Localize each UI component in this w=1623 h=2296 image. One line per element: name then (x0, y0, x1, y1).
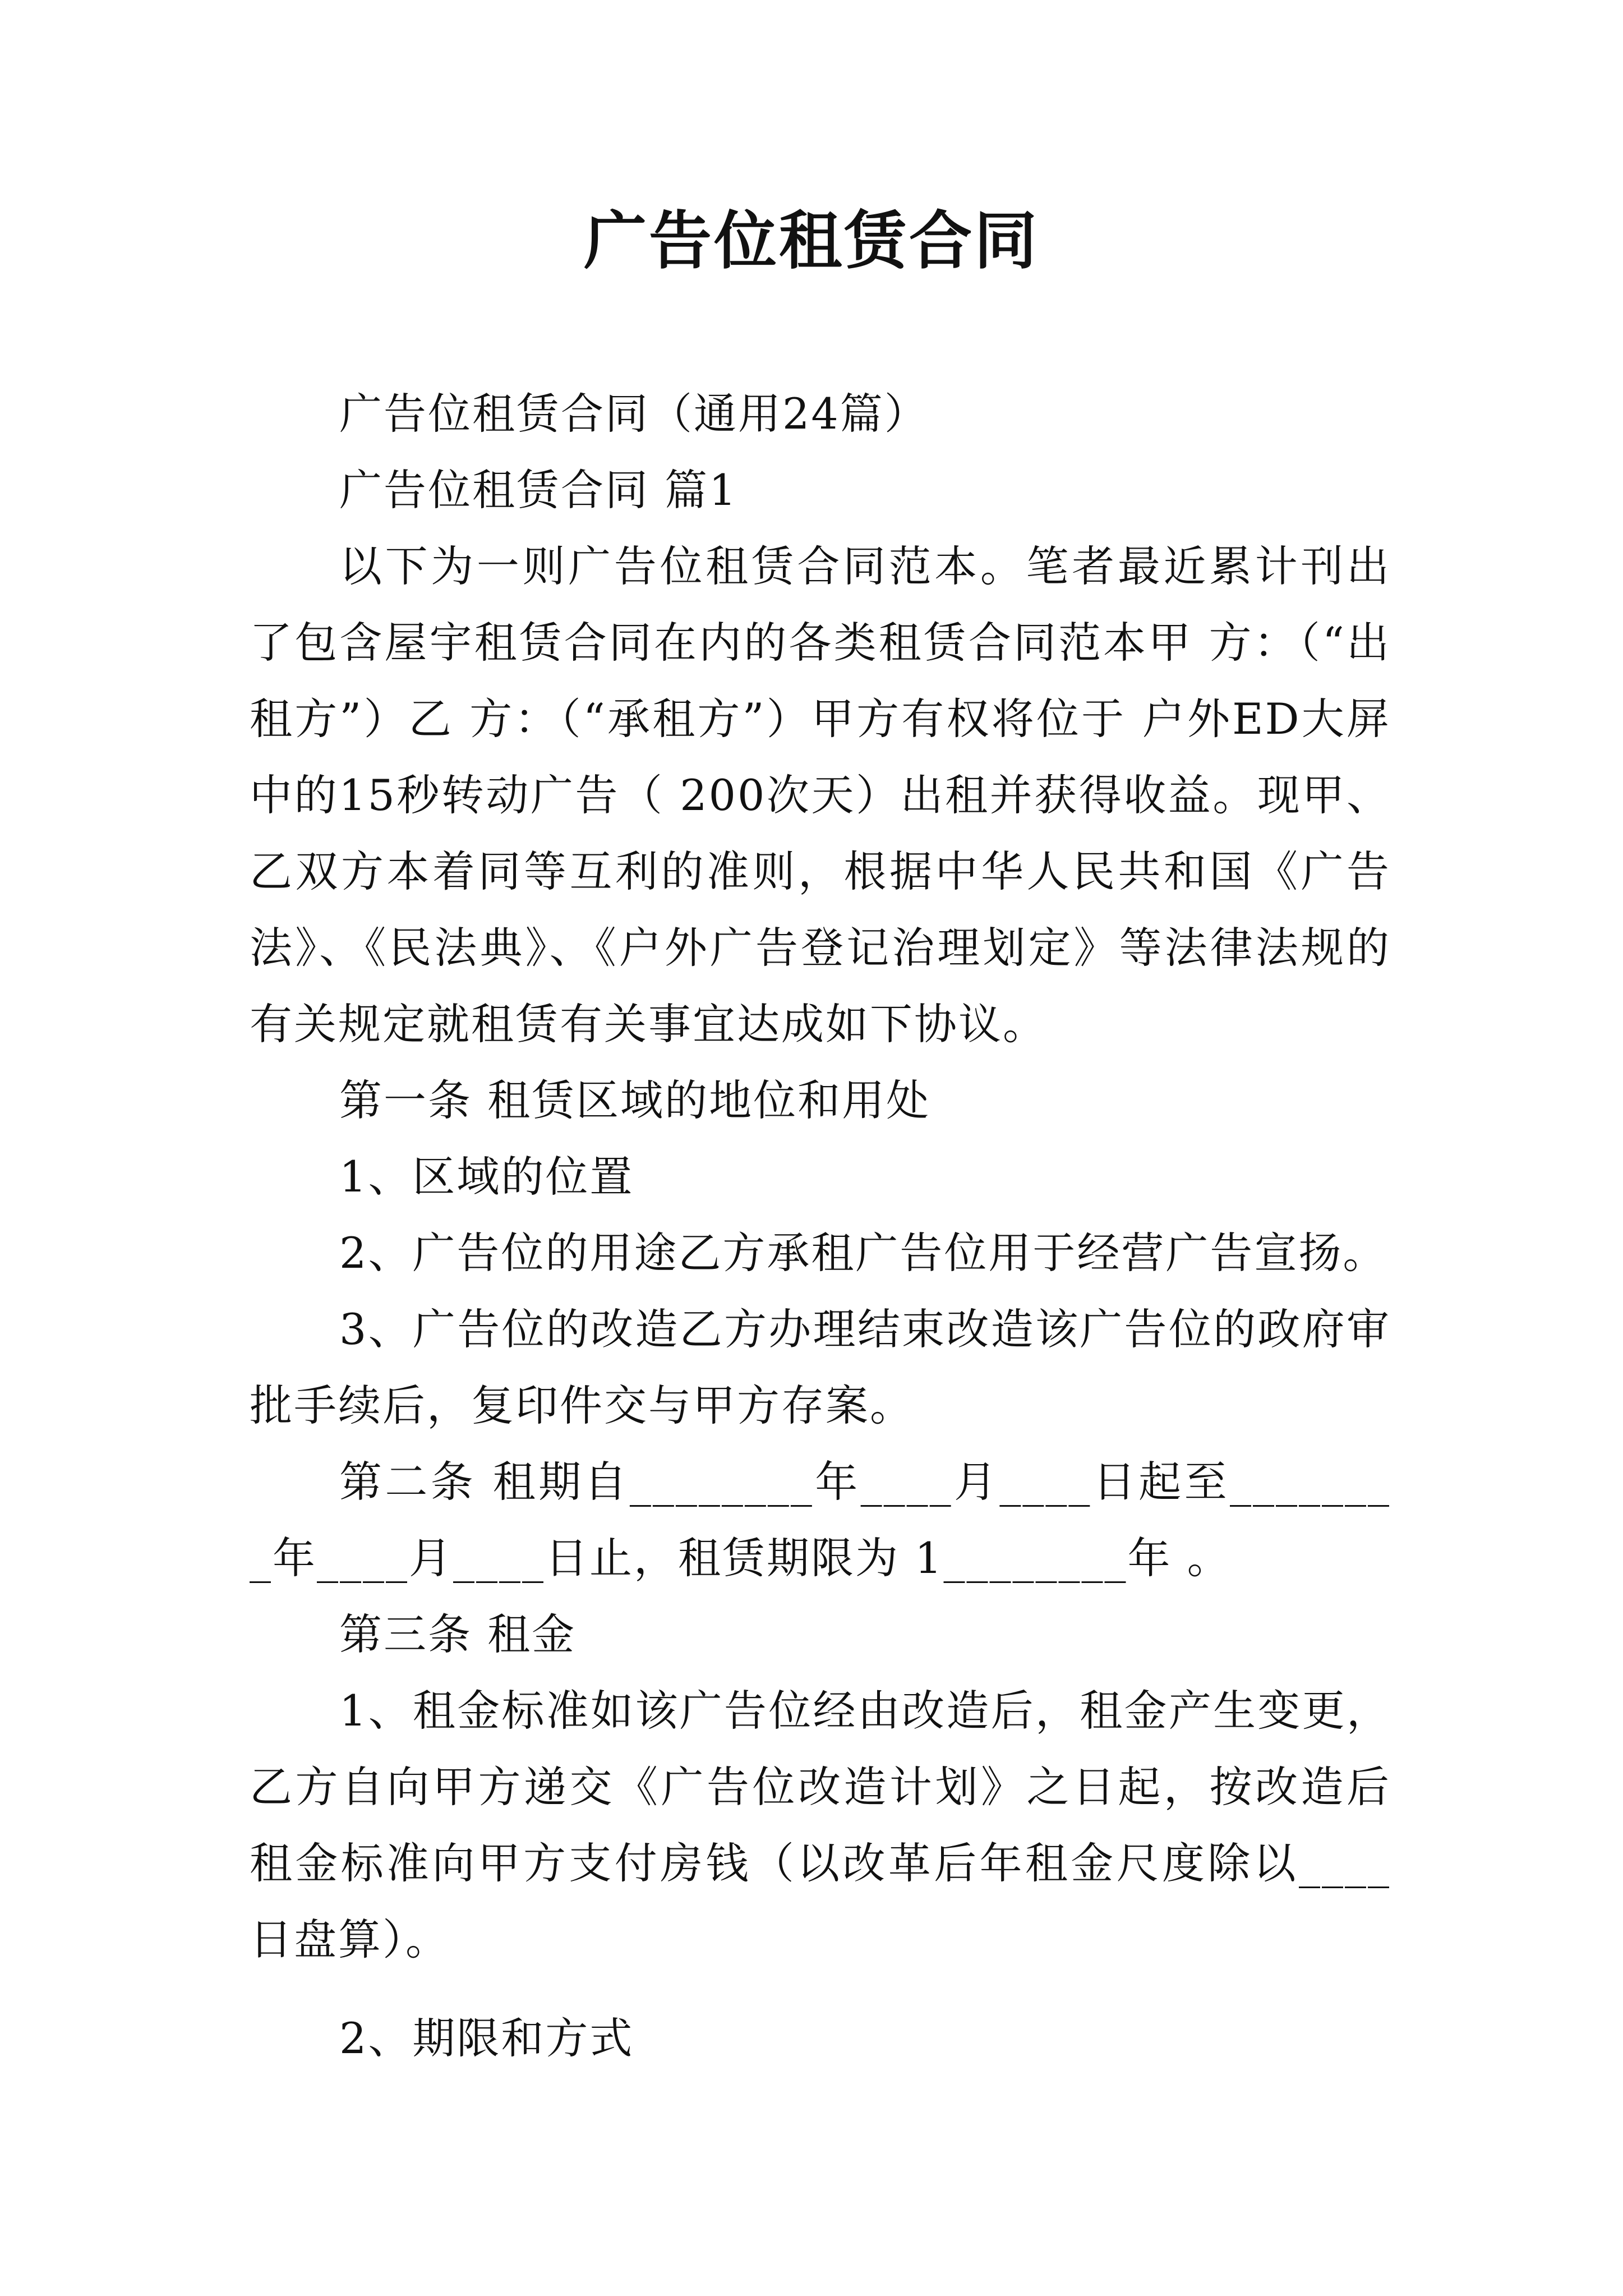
article-two-paragraph: 第二条 租期自________年____月____日起至________年____月____日止，租赁期限为 1________年 。 (250, 1457, 1391, 1583)
article-three-heading: 第三条 租金 (339, 1609, 577, 1659)
article-three-item-1: 1、租金标准如该广告位经由改造后，租金产生变更，乙方自向甲方递交《广告位改造计划》之日起，按改造后租金标准向甲方支付房钱（以改革后年租金尺度除以____日盘算）。 (250, 1686, 1391, 1964)
intro-paragraph: 以下为一则广告位租赁合同范本。笔者最近累计刊出了包含屋宇租赁合同在内的各类租赁合同范本甲 方：（“出租方”）乙 方：（“承租方”）甲方有权将位于 户外ED大屏中的15秒转动广告（ 200次天）出租并获得收益。现甲、乙双方本着同等互利的准则，根据中华人民共和国《广告法》、《民法典》、《户外广告登记治理划定》等法律法规的有关规定就租赁有关事宜达成如下协议。 (250, 541, 1391, 1049)
section-heading: 广告位租赁合同 篇1 (339, 465, 738, 515)
document-title: 广告位租赁合同 (584, 205, 1039, 278)
article-one-item-3: 3、广告位的改造乙方办理结束改造该广告位的政府审批手续后，复印件交与甲方存案。 (250, 1304, 1391, 1430)
article-one-item-2: 2、广告位的用途乙方承租广告位用于经营广告宣扬。 (339, 1228, 1387, 1278)
document-body (250, 376, 1391, 2077)
subtitle-paragraph: 广告位租赁合同（通用24篇） (339, 389, 929, 439)
article-one-heading: 第一条 租赁区域的地位和用处 (339, 1075, 931, 1125)
article-three-item-2: 2、期限和方式 (339, 2013, 634, 2063)
article-one-item-1: 1、区域的位置 (339, 1152, 634, 1202)
